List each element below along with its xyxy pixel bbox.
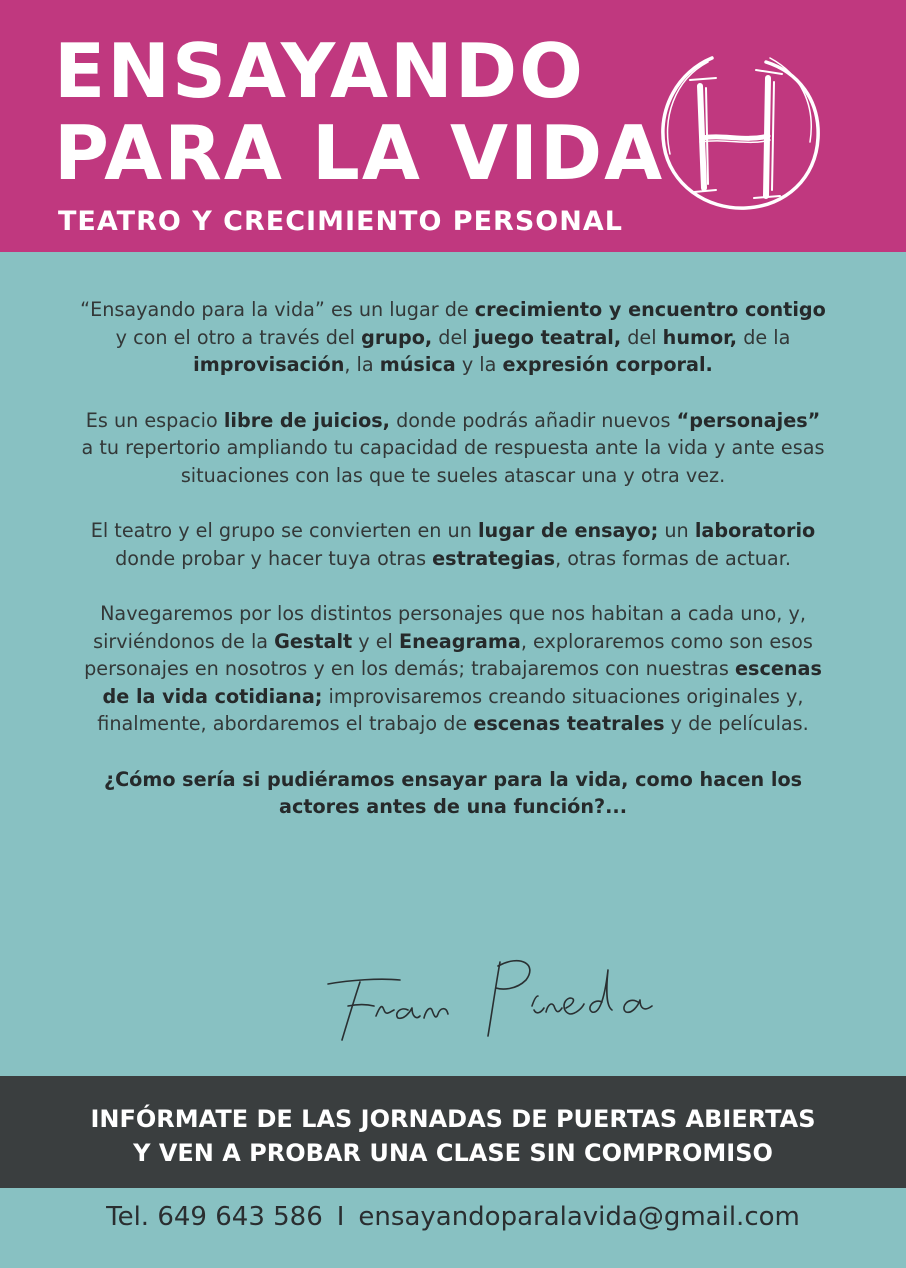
contact-info (0, 1202, 906, 1232)
paragraph-characters: Navegaremos por los distintos personajes que nos habitan a cada uno, y, sirviéndonos de la Gestalt y el Eneagrama, exploraremos como son esos personajes en nosotros y en los demás; trabajaremos con nuestras escenas de la vida cotidiana; improvisaremos creando situaciones originales y, finalmente, abordaremos el trabajo de escenas teatrales y de películas. (84, 602, 822, 735)
signature (320, 940, 660, 1050)
page-subtitle: TEATRO Y CRECIMIENTO PERSONAL (58, 206, 623, 237)
paragraph-space: Es un espacio libre de juicios, donde podrás añadir nuevos “personajes” a tu repertorio ampliando tu capacidad de respuesta ante la vida y ante esas situaciones con las que te sueles atascar una y otra vez. (81, 408, 825, 487)
phone-number[interactable]: Tel. 649 643 586 (106, 1202, 323, 1232)
closing-question: ¿Cómo sería si pudiéramos ensayar para la vida, como hacen los actores antes de una función?... (103, 767, 803, 818)
contact-separator: I (336, 1202, 345, 1232)
title-line-1: ENSAYANDO (54, 27, 585, 115)
title-line-2: PARA LA VIDA (54, 109, 665, 197)
description-body (80, 296, 826, 849)
page-title (54, 27, 665, 197)
header-banner (0, 0, 906, 252)
cta-line-2: Y VEN A PROBAR UNA CLASE SIN COMPROMISO (133, 1139, 773, 1167)
paragraph-theatre: El teatro y el grupo se convierten en un lugar de ensayo; un laboratorio donde probar y hacer tuya otras estrategias, otras formas de actuar. (90, 519, 816, 570)
h-circle-logo-icon (650, 38, 830, 218)
email-address[interactable]: ensayandoparalavida@gmail.com (358, 1202, 800, 1232)
open-house-banner (0, 1076, 906, 1188)
paragraph-intro: “Ensayando para la vida” es un lugar de crecimiento y encuentro contigo y con el otro a través del grupo, del juego teatral, del humor, de la improvisación, la música y la expresión corporal. (80, 298, 826, 376)
cta-line-1: INFÓRMATE DE LAS JORNADAS DE PUERTAS ABIERTAS (90, 1105, 816, 1133)
